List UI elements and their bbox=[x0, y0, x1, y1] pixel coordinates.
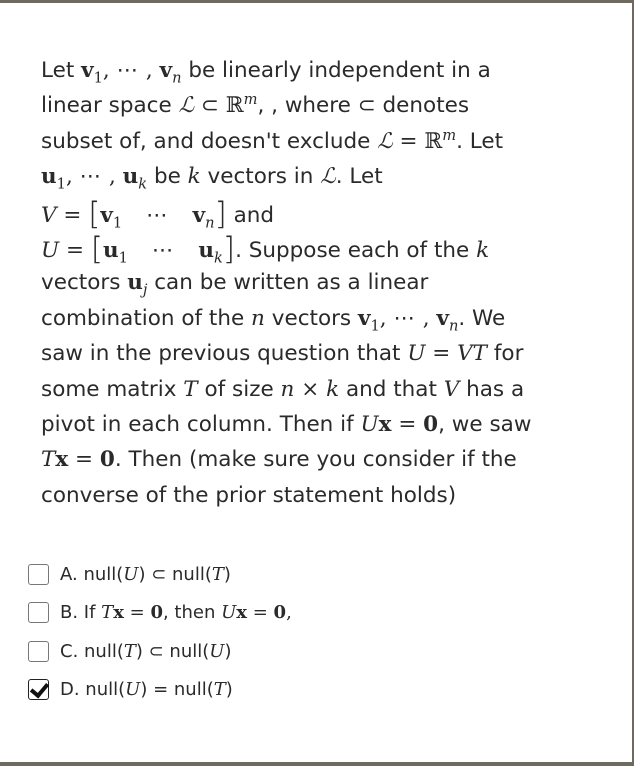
math-sup: m bbox=[442, 126, 457, 144]
text: and bbox=[226, 202, 275, 228]
math-sub: n bbox=[205, 213, 215, 231]
math-R: ℝ bbox=[424, 128, 443, 154]
math-v: v bbox=[159, 58, 173, 83]
math-eq: = bbox=[123, 602, 151, 624]
text: can be written as a linear bbox=[147, 270, 429, 296]
question-line-7 bbox=[41, 265, 621, 300]
math-R: ℝ bbox=[225, 93, 244, 119]
math-comma: , bbox=[102, 164, 123, 190]
math-dots: ⋯ bbox=[393, 305, 416, 331]
checkbox[interactable] bbox=[28, 564, 49, 585]
text: , then bbox=[162, 602, 222, 624]
math-comma: , bbox=[102, 58, 117, 83]
math-sub: n bbox=[172, 69, 182, 87]
text: subset of, and doesn't exclude bbox=[41, 128, 378, 154]
math: 0 bbox=[150, 602, 163, 624]
math-sup: m bbox=[243, 91, 258, 109]
math-zero: 0 bbox=[423, 411, 439, 437]
math-L: ℒ bbox=[178, 93, 195, 119]
math: U bbox=[125, 679, 141, 701]
text: combination of the bbox=[41, 305, 252, 331]
math-v: v bbox=[436, 305, 449, 331]
math-dots: ⋯ bbox=[116, 58, 140, 83]
text: converse of the prior statement holds) bbox=[41, 482, 457, 508]
math-VT: VT bbox=[457, 341, 488, 367]
math: 0 bbox=[273, 602, 287, 624]
text: ) = null( bbox=[140, 679, 214, 701]
checkbox[interactable] bbox=[28, 602, 49, 623]
math-T: T bbox=[41, 447, 56, 473]
text: . We bbox=[458, 305, 506, 331]
text: for bbox=[487, 341, 524, 367]
math-n: n bbox=[251, 305, 265, 331]
math-eq: = bbox=[391, 411, 424, 437]
math-eq: = bbox=[425, 341, 458, 367]
math-times: × bbox=[294, 376, 327, 402]
math-k: k bbox=[476, 237, 490, 263]
math-v: v bbox=[100, 202, 113, 228]
question-line-6 bbox=[41, 230, 621, 265]
math-comma: , bbox=[415, 305, 437, 331]
math: U bbox=[221, 602, 237, 624]
question-line-11 bbox=[41, 407, 621, 442]
checkbox-checked[interactable] bbox=[28, 679, 49, 700]
choice-c-label bbox=[60, 641, 231, 662]
question-line-13 bbox=[41, 478, 621, 513]
question-line-10 bbox=[41, 372, 621, 407]
checkbox[interactable] bbox=[28, 641, 49, 662]
math-comma: , bbox=[139, 58, 160, 83]
text: . Let bbox=[335, 164, 383, 190]
math-V: V bbox=[41, 202, 57, 228]
choice-a[interactable] bbox=[28, 555, 292, 594]
text: . Then (make sure you consider if the bbox=[114, 447, 517, 473]
text: and that bbox=[339, 376, 444, 402]
question-line-8 bbox=[41, 301, 621, 336]
text: vectors in bbox=[200, 164, 321, 190]
math-L: ℒ bbox=[320, 164, 336, 190]
text: , , where ⊂ denotes bbox=[257, 93, 470, 119]
math-dots: ⋯ bbox=[151, 237, 175, 263]
math-L: ℒ bbox=[377, 128, 393, 154]
text: of size bbox=[197, 376, 281, 402]
math-comma: , bbox=[65, 164, 80, 190]
math-bracket: ] bbox=[214, 195, 227, 232]
math-T: T bbox=[183, 376, 198, 402]
math: T bbox=[123, 640, 136, 662]
text: , bbox=[286, 602, 292, 624]
text: ) ⊂ null( bbox=[135, 640, 210, 662]
choice-a-label bbox=[60, 564, 231, 585]
math-U: U bbox=[360, 411, 379, 437]
math: T bbox=[213, 679, 226, 701]
text: ) bbox=[223, 563, 231, 585]
text: . Suppose each of the bbox=[235, 237, 477, 263]
choice-d-label bbox=[60, 679, 233, 700]
math-U: U bbox=[41, 237, 60, 263]
math-sub: n bbox=[448, 317, 459, 335]
math-sub: k bbox=[138, 175, 148, 193]
text: D. null( bbox=[60, 679, 126, 701]
text: some matrix bbox=[41, 376, 184, 402]
math-eq: = bbox=[59, 237, 91, 263]
math-eq: = bbox=[392, 128, 425, 154]
math-sub: 1 bbox=[93, 69, 103, 87]
math-eq: = bbox=[247, 602, 274, 624]
math-x: x bbox=[378, 411, 392, 437]
question-text bbox=[41, 53, 621, 513]
text: linear space bbox=[41, 93, 179, 119]
math-n: n bbox=[280, 376, 295, 402]
question-card bbox=[0, 3, 632, 762]
math-v: v bbox=[81, 58, 94, 83]
choice-b-label bbox=[60, 602, 292, 623]
text: C. null( bbox=[60, 640, 124, 662]
math-sub: 1 bbox=[56, 175, 66, 193]
math: x bbox=[113, 602, 124, 624]
math-sub: 1 bbox=[118, 249, 128, 267]
text: , we saw bbox=[438, 411, 532, 437]
math-x: x bbox=[55, 447, 69, 473]
text: has a bbox=[459, 376, 525, 402]
math-sub: j bbox=[142, 281, 148, 299]
math-eq: = bbox=[56, 202, 89, 228]
math-bracket: [ bbox=[90, 230, 103, 267]
question-line-2 bbox=[41, 88, 621, 123]
math-u: u bbox=[122, 164, 139, 190]
text: Let bbox=[41, 58, 82, 83]
math-comma: , bbox=[379, 305, 394, 331]
text: ) bbox=[224, 640, 232, 662]
math-eq: = bbox=[68, 447, 100, 473]
math: T bbox=[101, 602, 114, 624]
math-V: V bbox=[443, 376, 460, 402]
text: B. If bbox=[60, 602, 102, 624]
text: vectors bbox=[264, 305, 358, 331]
text: saw in the previous question that bbox=[41, 341, 408, 367]
math-U: U bbox=[407, 341, 426, 367]
math: T bbox=[211, 563, 224, 585]
choice-d[interactable] bbox=[28, 671, 292, 710]
math-sub: 1 bbox=[370, 317, 380, 335]
question-line-4 bbox=[41, 159, 621, 194]
math-k: k bbox=[326, 376, 340, 402]
question-line-1 bbox=[41, 53, 621, 88]
math-v: v bbox=[192, 202, 206, 228]
text: . Let bbox=[456, 128, 504, 154]
math: x bbox=[236, 602, 248, 624]
math-sub: 1 bbox=[112, 213, 123, 231]
math-v: v bbox=[357, 305, 371, 331]
math-bracket: ] bbox=[222, 230, 236, 267]
text: pivot in each column. Then if bbox=[41, 411, 361, 437]
text: ) bbox=[225, 679, 233, 701]
question-line-12 bbox=[41, 442, 621, 477]
math: U bbox=[123, 563, 139, 585]
math-u: u bbox=[41, 164, 57, 190]
math-u: u bbox=[127, 270, 143, 296]
text: vectors bbox=[41, 270, 128, 296]
math-zero: 0 bbox=[99, 447, 115, 473]
math: U bbox=[209, 640, 225, 662]
text: be linearly independent in a bbox=[181, 58, 491, 83]
math-k: k bbox=[187, 164, 201, 190]
math-dots: ⋯ bbox=[79, 164, 103, 190]
question-line-5 bbox=[41, 195, 621, 230]
math-dots: ⋯ bbox=[146, 202, 169, 228]
text: ) ⊂ null( bbox=[138, 563, 212, 585]
math-sub: k bbox=[214, 249, 223, 267]
answer-choices bbox=[28, 555, 292, 709]
math-bracket: [ bbox=[88, 195, 101, 232]
question-line-9 bbox=[41, 336, 621, 371]
math-subset: ⊂ bbox=[194, 93, 226, 119]
question-line-3 bbox=[41, 124, 621, 159]
text: be bbox=[147, 164, 188, 190]
text: A. null( bbox=[60, 563, 124, 585]
math-u: u bbox=[102, 237, 119, 263]
math-u: u bbox=[198, 237, 215, 263]
choice-c[interactable] bbox=[28, 632, 292, 671]
choice-b[interactable] bbox=[28, 594, 292, 633]
